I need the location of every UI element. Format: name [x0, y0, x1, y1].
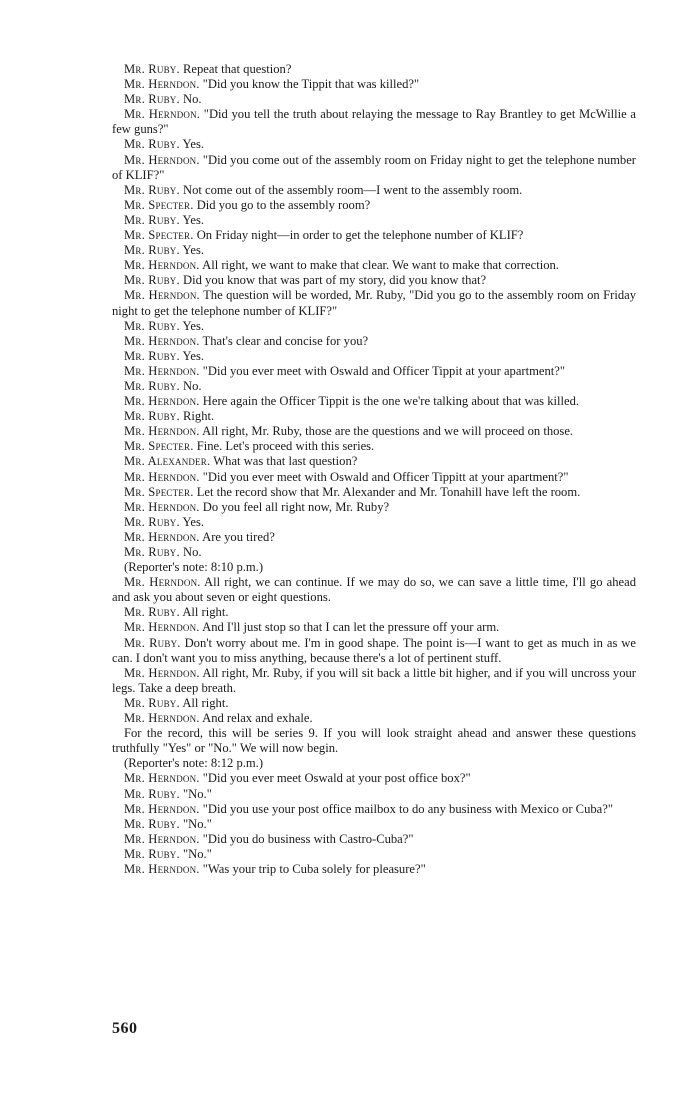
speaker-name: Mr. Ruby. [124, 695, 180, 710]
speaker-name: Mr. Herndon. [124, 499, 200, 514]
speaker-name: Mr. Herndon. [124, 665, 200, 680]
speaker-name: Mr. Herndon. [124, 333, 200, 348]
paragraph-text: Are you tired? [199, 529, 275, 544]
speaker-name: Mr. Ruby. [124, 514, 180, 529]
speaker-name: Mr. Specter. [124, 439, 194, 454]
paragraph-text: "Did you tell the truth about relaying the message to Ray Brantley to get McWillie a few guns?" [112, 107, 637, 137]
speaker-name: Mr. Herndon. [124, 77, 200, 92]
transcript-paragraph [112, 711, 636, 726]
speaker-name: Mr. Herndon. [124, 620, 200, 635]
paragraph-text: Yes. [179, 212, 205, 227]
transcript-paragraph [112, 454, 636, 469]
speaker-name: Mr. Herndon. [124, 152, 200, 167]
paragraph-text: "Did you do business with Castro-Cuba?" [199, 831, 414, 846]
transcript-paragraph [112, 560, 636, 575]
speaker-name: Mr. Herndon. [124, 711, 200, 726]
paragraph-text: Repeat that question? [179, 62, 292, 76]
speaker-name: Mr. Ruby. [124, 62, 180, 76]
transcript-paragraph [112, 439, 636, 454]
paragraph-text: No. [179, 378, 202, 393]
speaker-name: Mr. Herndon. [124, 288, 200, 303]
paragraph-text: Yes. [179, 514, 205, 529]
transcript-paragraph [112, 847, 636, 862]
transcript-paragraph [112, 500, 636, 515]
paragraph-text: That's clear and concise for you? [199, 333, 369, 348]
paragraph-text: "Did you know the Tippit that was killed?" [199, 77, 420, 92]
speaker-name: Mr. Ruby. [124, 378, 180, 393]
transcript-paragraph [112, 62, 636, 77]
paragraph-text: No. [179, 92, 202, 107]
transcript-paragraph [112, 726, 636, 756]
transcript-paragraph [112, 137, 636, 152]
paragraph-text: (Reporter's note: 8:12 p.m.) [124, 756, 264, 771]
speaker-name: Mr. Herndon. [124, 529, 200, 544]
transcript-paragraph [112, 258, 636, 273]
transcript-paragraph [112, 696, 636, 711]
paragraph-text: Did you know that was part of my story, did you know that? [179, 273, 487, 288]
speaker-name: Mr. Herndon. [124, 831, 200, 846]
speaker-name: Mr. Ruby. [124, 182, 180, 197]
transcript-paragraph [112, 832, 636, 847]
paragraph-text: Not come out of the assembly room—I went to the assembly room. [179, 182, 523, 197]
speaker-name: Mr. Herndon. [124, 801, 200, 816]
transcript-paragraph [112, 379, 636, 394]
transcript-paragraph [112, 364, 636, 379]
transcript-paragraph [112, 545, 636, 560]
transcript-paragraph [112, 636, 636, 666]
paragraph-text: All right, Mr. Ruby, if you will sit back a little bit higher, and if you will uncross your legs. Take a deep breath. [112, 665, 636, 695]
speaker-name: Mr. Specter. [124, 484, 194, 499]
paragraph-text: The question will be worded, Mr. Ruby, "Did you go to the assembly room on Friday night to get the telephone number of KLIF?" [112, 288, 637, 318]
paragraph-text: "Did you come out of the assembly room on Friday night to get the telephone number of KLIF?" [112, 152, 636, 182]
paragraph-text: Don't worry about me. I'm in good shape. The point is—I want to get as much in as we can. I don't want you to miss anything, because there's a lot of pertinent stuff. [112, 635, 636, 665]
paragraph-text: "Did you ever meet Oswald at your post office box?" [199, 771, 471, 786]
paragraph-text: On Friday night—in order to get the telephone number of KLIF? [193, 228, 524, 243]
transcript-paragraph [112, 787, 636, 802]
speaker-name: Mr. Ruby. [124, 273, 180, 288]
paragraph-text: Did you go to the assembly room? [193, 197, 371, 212]
paragraph-text: "Did you use your post office mailbox to do any business with Mexico or Cuba?" [199, 801, 613, 816]
paragraph-text: "Did you ever meet with Oswald and Officer Tippit at your apartment?" [199, 363, 566, 378]
transcript-paragraph [112, 349, 636, 364]
paragraph-text: All right, Mr. Ruby, those are the questions and we will proceed on those. [199, 424, 574, 439]
transcript-paragraph [112, 334, 636, 349]
paragraph-text: Yes. [179, 348, 205, 363]
paragraph-text: "No." [179, 846, 212, 861]
paragraph-text: (Reporter's note: 8:10 p.m.) [124, 560, 264, 575]
speaker-name: Mr. Ruby. [124, 635, 181, 650]
transcript-paragraph [112, 424, 636, 439]
speaker-name: Mr. Ruby. [124, 92, 180, 107]
speaker-name: Mr. Herndon. [124, 363, 200, 378]
transcript-paragraph [112, 394, 636, 409]
speaker-name: Mr. Ruby. [124, 605, 180, 620]
transcript-paragraph [112, 485, 636, 500]
paragraph-text: What was that last question? [210, 454, 358, 469]
transcript-paragraph [112, 107, 636, 137]
transcript-paragraph [112, 620, 636, 635]
transcript-paragraph [112, 77, 636, 92]
transcript-paragraph [112, 288, 636, 318]
paragraph-text: All right, we can continue. If we may do so, we can save a little time, I'll go ahead and ask you about seven or eight questions. [112, 575, 636, 605]
speaker-name: Mr. Herndon. [124, 861, 200, 876]
speaker-name: Mr. Ruby. [124, 212, 180, 227]
transcript-paragraph [112, 756, 636, 771]
transcript-paragraph [112, 515, 636, 530]
paragraph-text: All right. [179, 695, 229, 710]
transcript-paragraph [112, 319, 636, 334]
transcript-paragraph [112, 409, 636, 424]
transcript-paragraph [112, 666, 636, 696]
transcript-paragraph [112, 605, 636, 620]
speaker-name: Mr. Ruby. [124, 846, 180, 861]
paragraph-text: "No." [179, 786, 212, 801]
speaker-name: Mr. Ruby. [124, 348, 180, 363]
page-number: 560 [112, 1020, 138, 1037]
speaker-name: Mr. Ruby. [124, 545, 180, 559]
transcript-paragraph [112, 273, 636, 288]
paragraph-text: All right. [179, 605, 229, 620]
transcript-paragraph [112, 92, 636, 107]
speaker-name: Mr. Herndon. [124, 575, 201, 590]
speaker-name: Mr. Ruby. [124, 243, 180, 258]
speaker-name: Mr. Ruby. [124, 409, 180, 424]
paragraph-text: "Did you ever meet with Oswald and Officer Tippitt at your apartment?" [199, 469, 569, 484]
transcript-paragraph [112, 153, 636, 183]
transcript-paragraph [112, 771, 636, 786]
transcript-paragraph [112, 198, 636, 213]
transcript-paragraph [112, 575, 636, 605]
paragraph-text: Yes. [179, 137, 205, 152]
paragraph-text: Yes. [179, 243, 205, 258]
paragraph-text: Right. [179, 409, 215, 424]
paragraph-text: For the record, this will be series 9. If you will look straight ahead and answer these questions truthfully "Yes" or "No." We will now begin. [112, 726, 636, 756]
speaker-name: Mr. Alexander. [124, 454, 211, 469]
transcript-paragraph [112, 530, 636, 545]
paragraph-text: Here again the Officer Tippit is the one we're talking about that was killed. [199, 394, 580, 409]
transcript-paragraph [112, 470, 636, 485]
paragraph-text: Fine. Let's proceed with this series. [193, 439, 375, 454]
speaker-name: Mr. Herndon. [124, 424, 200, 439]
speaker-name: Mr. Ruby. [124, 137, 180, 152]
speaker-name: Mr. Ruby. [124, 816, 180, 831]
transcript-paragraph [112, 243, 636, 258]
speaker-name: Mr. Herndon. [124, 258, 200, 273]
speaker-name: Mr. Herndon. [124, 469, 200, 484]
transcript-paragraph [112, 802, 636, 817]
transcript-paragraph [112, 817, 636, 832]
speaker-name: Mr. Specter. [124, 228, 194, 243]
paragraph-text: And relax and exhale. [199, 711, 313, 726]
speaker-name: Mr. Herndon. [124, 394, 200, 409]
transcript-paragraph [112, 862, 636, 877]
speaker-name: Mr. Ruby. [124, 786, 180, 801]
transcript-body [112, 62, 636, 877]
paragraph-text: "No." [179, 816, 212, 831]
paragraph-text: Do you feel all right now, Mr. Ruby? [199, 499, 390, 514]
speaker-name: Mr. Specter. [124, 197, 194, 212]
transcript-paragraph [112, 213, 636, 228]
speaker-name: Mr. Ruby. [124, 318, 180, 333]
transcript-paragraph [112, 228, 636, 243]
paragraph-text: "Was your trip to Cuba solely for pleasure?" [199, 861, 426, 876]
paragraph-text: Yes. [179, 318, 205, 333]
speaker-name: Mr. Herndon. [124, 107, 201, 122]
paragraph-text: All right, we want to make that clear. We want to make that correction. [199, 258, 559, 273]
paragraph-text: Let the record show that Mr. Alexander and Mr. Tonahill have left the room. [193, 484, 581, 499]
paragraph-text: No. [179, 545, 202, 559]
transcript-paragraph [112, 183, 636, 198]
speaker-name: Mr. Herndon. [124, 771, 200, 786]
paragraph-text: And I'll just stop so that I can let the pressure off your arm. [199, 620, 500, 635]
